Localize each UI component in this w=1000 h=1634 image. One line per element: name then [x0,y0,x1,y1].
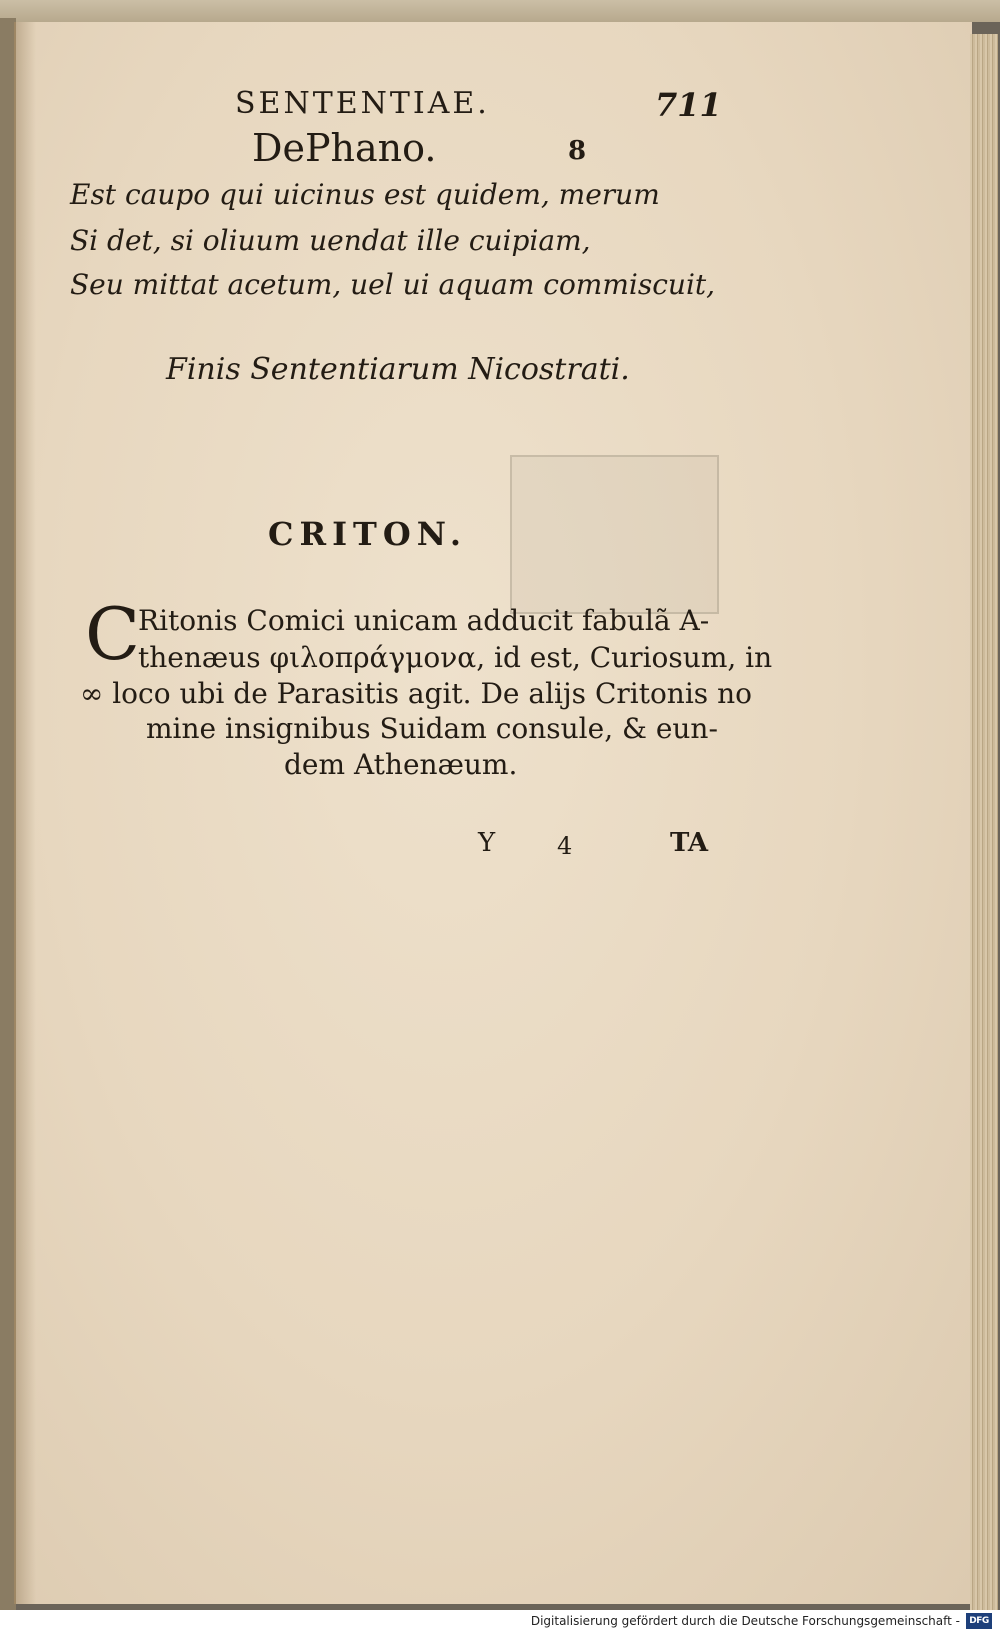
verse-line: Seu mittat acetum, uel ui aquam commiscuit, [70,268,716,301]
page-gutter-shadow [14,22,36,1604]
verse-line: Si det, si oliuum uendat ille cuipiam, [70,224,591,257]
footer-credit: Digitalisierung gefördert durch die Deutsche Forschungsgemeinschaft - [530,1614,960,1628]
page-fore-edge [970,34,998,1610]
drop-cap: C [85,592,141,676]
signature-mark: Y [478,828,496,858]
page-number: 711 [655,86,722,124]
paragraph-line: Ritonis Comici unicam adducit fabulã A- [138,604,710,637]
book-top-edge [0,0,1000,22]
paragraph-line: thenæus φιλοπράγμονα, id est, Curiosum, in [138,641,773,674]
paragraph-line: mine insignibus Suidam consule, & eun- [146,712,718,745]
verse-line: Est caupo qui uicinus est quidem, merum [70,178,660,211]
criton-title: CRITON. [268,515,468,553]
finis-line: Finis Sententiarum Nicostrati. [166,352,630,387]
running-head: SENTENTIAE. [235,86,490,121]
catchword: TA [670,828,709,858]
verse-number: 8 [568,136,587,166]
dfg-logo: DFG [966,1613,992,1629]
section-heading: DePhano. [252,126,437,170]
paragraph-line: ∞ loco ubi de Parasitis agit. De alijs Critonis no [80,677,752,710]
show-through-woodcut [510,455,719,614]
signature-number: 4 [557,832,573,860]
paragraph-line: dem Athenæum. [284,748,518,781]
book-page [14,22,972,1604]
